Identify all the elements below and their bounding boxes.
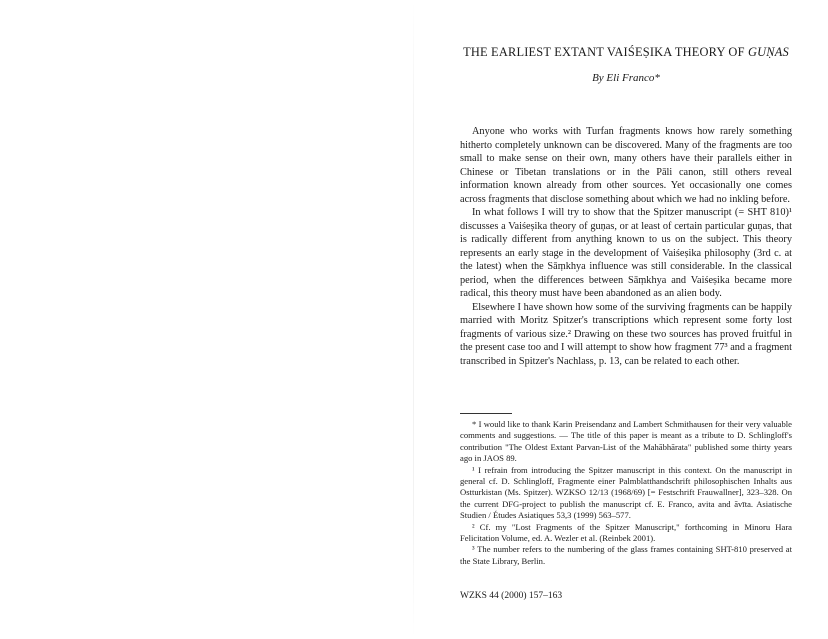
footnote: ² Cf. my "Lost Fragments of the Spitzer Manuscript," forthcoming in Minoru Hara Felicitation Volume, ed. A. Wezler et al. (Reinbek 2001).: [460, 521, 792, 544]
footnote: ³ The number refers to the numbering of the glass frames containing SHT-810 preserved at the State Library, Berlin.: [460, 544, 792, 566]
body-paragraph: Anyone who works with Turfan fragments knows how rarely something hitherto completely unknown can be discovered. Many of the fragments are too small to make sense on their own, many others have their parallels either in Chinese or Tibetan translations or in the Pāli canon, still others reveal information known already from other sources. Yet occasionally one comes across fragments that disclose something about which we had no inkling before.: [460, 126, 792, 205]
body-paragraph: Elsewhere I have shown how some of the surviving fragments can be happily married with Moritz Spitzer's transcriptions which represent some forty lost fragments of various size.² Drawing on these two sources has proved fruitful in the present case too and I will attempt to show how fragment 77³ and a fragment transcribed in Spitzer's Nachlass, p. 13, can be related to each other.: [460, 301, 792, 367]
article-author: By Eli Franco*: [592, 72, 660, 84]
body-paragraph: In what follows I will try to show that the Spitzer manuscript (= SHT 810)¹ discusses a Vaiśeṣika theory of guṇas, or at least of certain particular guṇas, that is radically different from anything known to us on the subject. This theory represents an early stage in the development of Vaiśeṣika philosophy (3rd c. at the latest) when the Sāṃkhya influence was still considerable. In the classical period, when the differences between Sāṃkhya and Vaiśeṣika became more radical, this theory must have been abandoned as an alien body.: [460, 207, 792, 299]
journal-citation-footer: WZKS 44 (2000) 157–163: [460, 591, 563, 601]
footnotes: [460, 419, 792, 567]
article-body: [460, 125, 792, 368]
footnote-separator: [460, 413, 512, 414]
page-gutter: [413, 0, 414, 639]
footnote: ¹ I refrain from introducing the Spitzer manuscript in this context. On the manuscript in general cf. D. Schlingloff, Fragmente einer Palmblatthandschrift philosophischen Inhalts aus Ostturkistan (Ms. Spitzer). WZKSO 12/13 (1968/69) [= Festschrift Frauwallner], 323–328. On the current DFG-project to publish the manuscript cf. E. Franco, avita and āvīta. Asiatische Studien / Études Asiatiques 53,3 (1999) 563–577.: [460, 464, 792, 521]
footnote: * I would like to thank Karin Preisendanz and Lambert Schmithausen for their very valuable comments and suggestions. — The title of this paper is meant as a tribute to D. Schlingloff's contribution "The Oldest Extant Parvan-List of the Mahābhārata" published some thirty years ago in JAOS 89.: [460, 419, 792, 464]
article-title-italic: GUṆAS: [747, 45, 789, 59]
article-title: THE EARLIEST EXTANT VAIŚEṢIKA THEORY OF GUṆAS: [463, 45, 789, 59]
